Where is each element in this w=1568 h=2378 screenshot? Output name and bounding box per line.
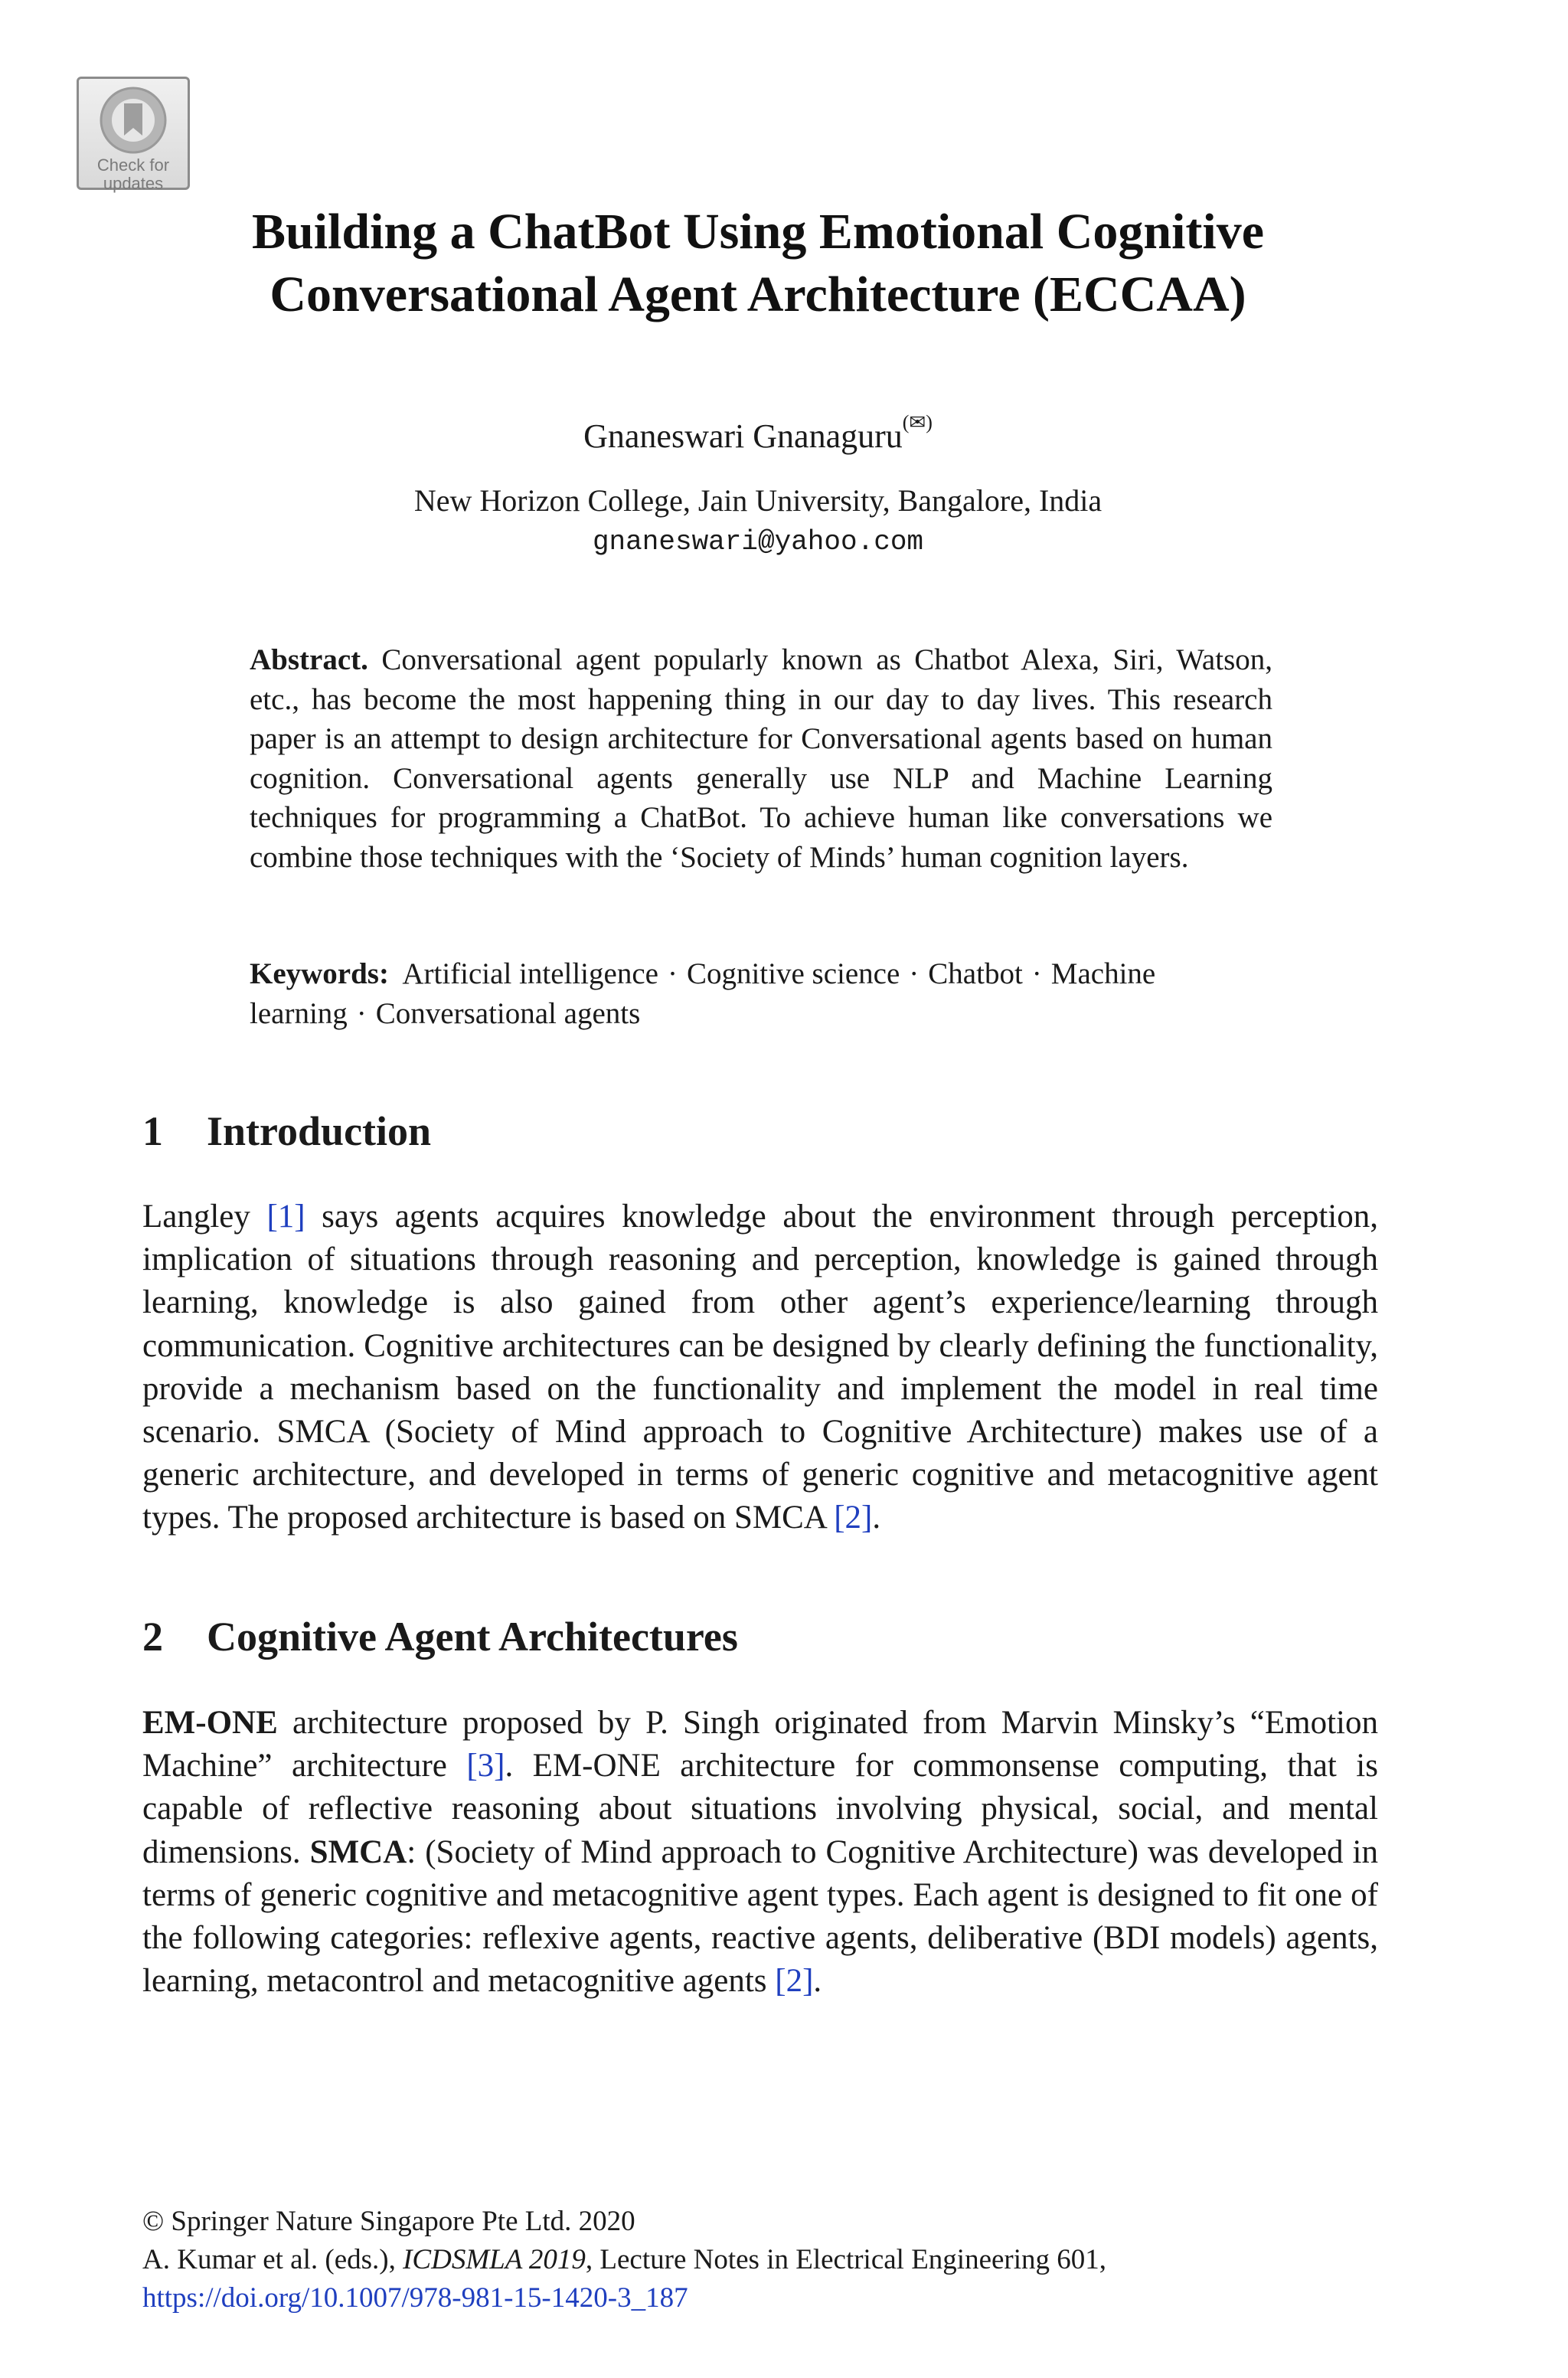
keyword-separator: · (909, 957, 920, 990)
keyword-item: Conversational agents (375, 996, 641, 1030)
proceedings-name: ICDSMLA 2019 (403, 2244, 586, 2275)
paragraph-text: . EM-ONE architecture for commonsense computing, that is capable of reflective reasoning about situations involving physical, social, and mental dimensions. (142, 1748, 1378, 1870)
keyword-separator: · (667, 957, 678, 990)
title-line-1: Building a ChatBot Using Emotional Cognitive (251, 204, 1265, 260)
section-heading-introduction (142, 1106, 431, 1156)
author (153, 400, 1363, 460)
keyword-item: Cognitive science (686, 957, 900, 990)
check-for-updates-badge[interactable] (77, 77, 190, 193)
keyword-separator: · (1031, 957, 1042, 990)
smca-term: SMCA (309, 1833, 407, 1870)
citation-text: A. Kumar et al. (eds.), (142, 2244, 403, 2275)
paragraph-text: says agents acquires knowledge about the environment through perception, implication of situations through reasoning and perception, knowledge is gained through learning, knowledge is also gained from other agent’s experience/learning through communication. Cognitive architectures can be designed by clearly defining the functionality, provide a mechanism based on the functionality and implement the model in real time scenario. SMCA (Society of Mind approach to Cognitive Architecture) makes use of a generic architecture, and developed in terms of generic cognitive and metacognitive agent types. The proposed architecture is based on SMCA (142, 1199, 1378, 1536)
paragraph-text: . (813, 1963, 822, 2000)
citation-line (142, 2241, 1383, 2279)
citation-link[interactable]: [2] (775, 1963, 814, 2000)
doi-link[interactable]: https://doi.org/10.1007/978-981-15-1420-3_187 (142, 2282, 688, 2314)
author-name: Gnaneswari Gnanaguru (583, 417, 903, 455)
introduction-paragraph (142, 1196, 1378, 1540)
keyword-separator: · (356, 996, 367, 1030)
badge-line-2: updates (103, 174, 164, 193)
check-updates-icon (98, 85, 168, 155)
paragraph-text: architecture proposed by P. Singh originated from Marvin Minsky’s “Emotion Machine” architecture (142, 1705, 1378, 1784)
citation-text: , Lecture Notes in Electrical Engineering 601, (585, 2244, 1107, 2275)
abstract (250, 640, 1272, 877)
section-number: 2 (142, 1614, 163, 1660)
architectures-paragraph (142, 1702, 1378, 2003)
copyright-line: © Springer Nature Singapore Pte Ltd. 2020 (142, 2206, 635, 2237)
paragraph-text: Langley (142, 1199, 267, 1235)
keywords-label: Keywords: (250, 957, 389, 990)
citation-link[interactable]: [2] (834, 1500, 873, 1536)
keyword-item: Machine learning (250, 957, 1156, 1030)
mail-icon[interactable]: (✉) (902, 411, 933, 433)
affiliation: New Horizon College, Jain University, Bangalore, India (413, 483, 1102, 518)
section-title: Introduction (207, 1108, 432, 1154)
section-title: Cognitive Agent Architectures (207, 1614, 738, 1660)
page-footer (142, 2203, 1383, 2317)
title-line-2: Conversational Agent Architecture (ECCAA) (270, 267, 1246, 322)
paper-title (153, 201, 1363, 326)
paragraph-text: : (Society of Mind approach to Cognitive Architecture) was developed in terms of generic cognitive and metacognitive agent types. Each agent is designed to fit one of the following categories: reflexive agents, reactive agents, deliberative (BDI models) agents, learning, metacontrol and metacognitive agents (142, 1833, 1378, 2000)
keywords (250, 954, 1272, 1033)
section-number: 1 (142, 1108, 163, 1154)
paragraph-text: . (872, 1500, 881, 1536)
abstract-label: Abstract. (250, 643, 368, 676)
section-heading-cognitive-agent-architectures (142, 1611, 738, 1662)
keyword-item: Artificial intelligence (402, 957, 658, 990)
keyword-item: Chatbot (928, 957, 1023, 990)
badge-line-1: Check for (96, 155, 170, 175)
citation-link[interactable]: [1] (266, 1199, 305, 1235)
author-email[interactable]: gnaneswari@yahoo.com (592, 526, 924, 558)
citation-link[interactable]: [3] (466, 1748, 505, 1784)
emone-term: EM-ONE (142, 1705, 278, 1741)
abstract-text: Conversational agent popularly known as Chatbot Alexa, Siri, Watson, etc., has become the most happening thing in our day to day lives. This research paper is an attempt to design architecture for Conversational agents based on human cognition. Conversational agents generally use NLP and Machine Learning techniques for programming a ChatBot. To achieve human like conversations we combine those techniques with the ‘Society of Minds’ human cognition layers. (250, 643, 1272, 874)
